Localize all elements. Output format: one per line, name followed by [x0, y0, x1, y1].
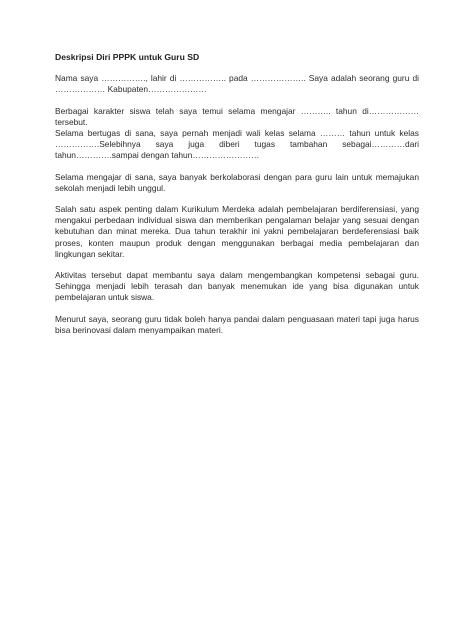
- paragraph-teaching-experience: Berbagai karakter siswa telah saya temui selama mengajar ……….. tahun di………………tersebut.: [55, 105, 419, 127]
- paragraph-assignments: Selama bertugas di sana, saya pernah menjadi wali kelas selama ……… tahun untuk kelas …………….Selebihnya saya juga diberi tugas tambahan sebagai…………dari tahun………….sampai dengan tahun……………………: [55, 128, 419, 161]
- paragraph-identity: Nama saya ……………., lahir di …………….. pada ……………….. Saya adalah seorang guru di ……………… Kabupaten…………………: [55, 73, 419, 95]
- document-title: Deskripsi Diri PPPK untuk Guru SD: [55, 52, 200, 62]
- document-content: [55, 52, 419, 346]
- paragraph-collaboration: Selama mengajar di sana, saya banyak berkolaborasi dengan para guru lain untuk memajukan sekolah menjadi lebih unggul.: [55, 171, 419, 193]
- paragraph-competence: Aktivitas tersebut dapat membantu saya dalam mengembangkan kompetensi sebagai guru. Sehingga menjadi lebih terasah dan banyak menemukan ide yang bisa digunakan untuk pembelajaran untuk siswa.: [55, 270, 419, 303]
- paragraph-innovation: Menurut saya, seorang guru tidak boleh hanya pandai dalam penguasaan materi tapi juga harus bisa berinovasi dalam menyampaikan materi.: [55, 313, 419, 335]
- paragraph-differentiated-learning: Salah satu aspek penting dalam Kurikulum Merdeka adalah pembelajaran berdiferensiasi, yang mengakui perbedaan individual siswa dan memberikan pengalaman belajar yang sesuai dengan kebutuhan dan minat mereka. Dua tahun terakhir ini yakni pembelajaran berdeferensiasi baik proses, konten maupun produk dengan menggunakan berbagai media pembelajaran dan lingkungan sekitar.: [55, 204, 419, 259]
